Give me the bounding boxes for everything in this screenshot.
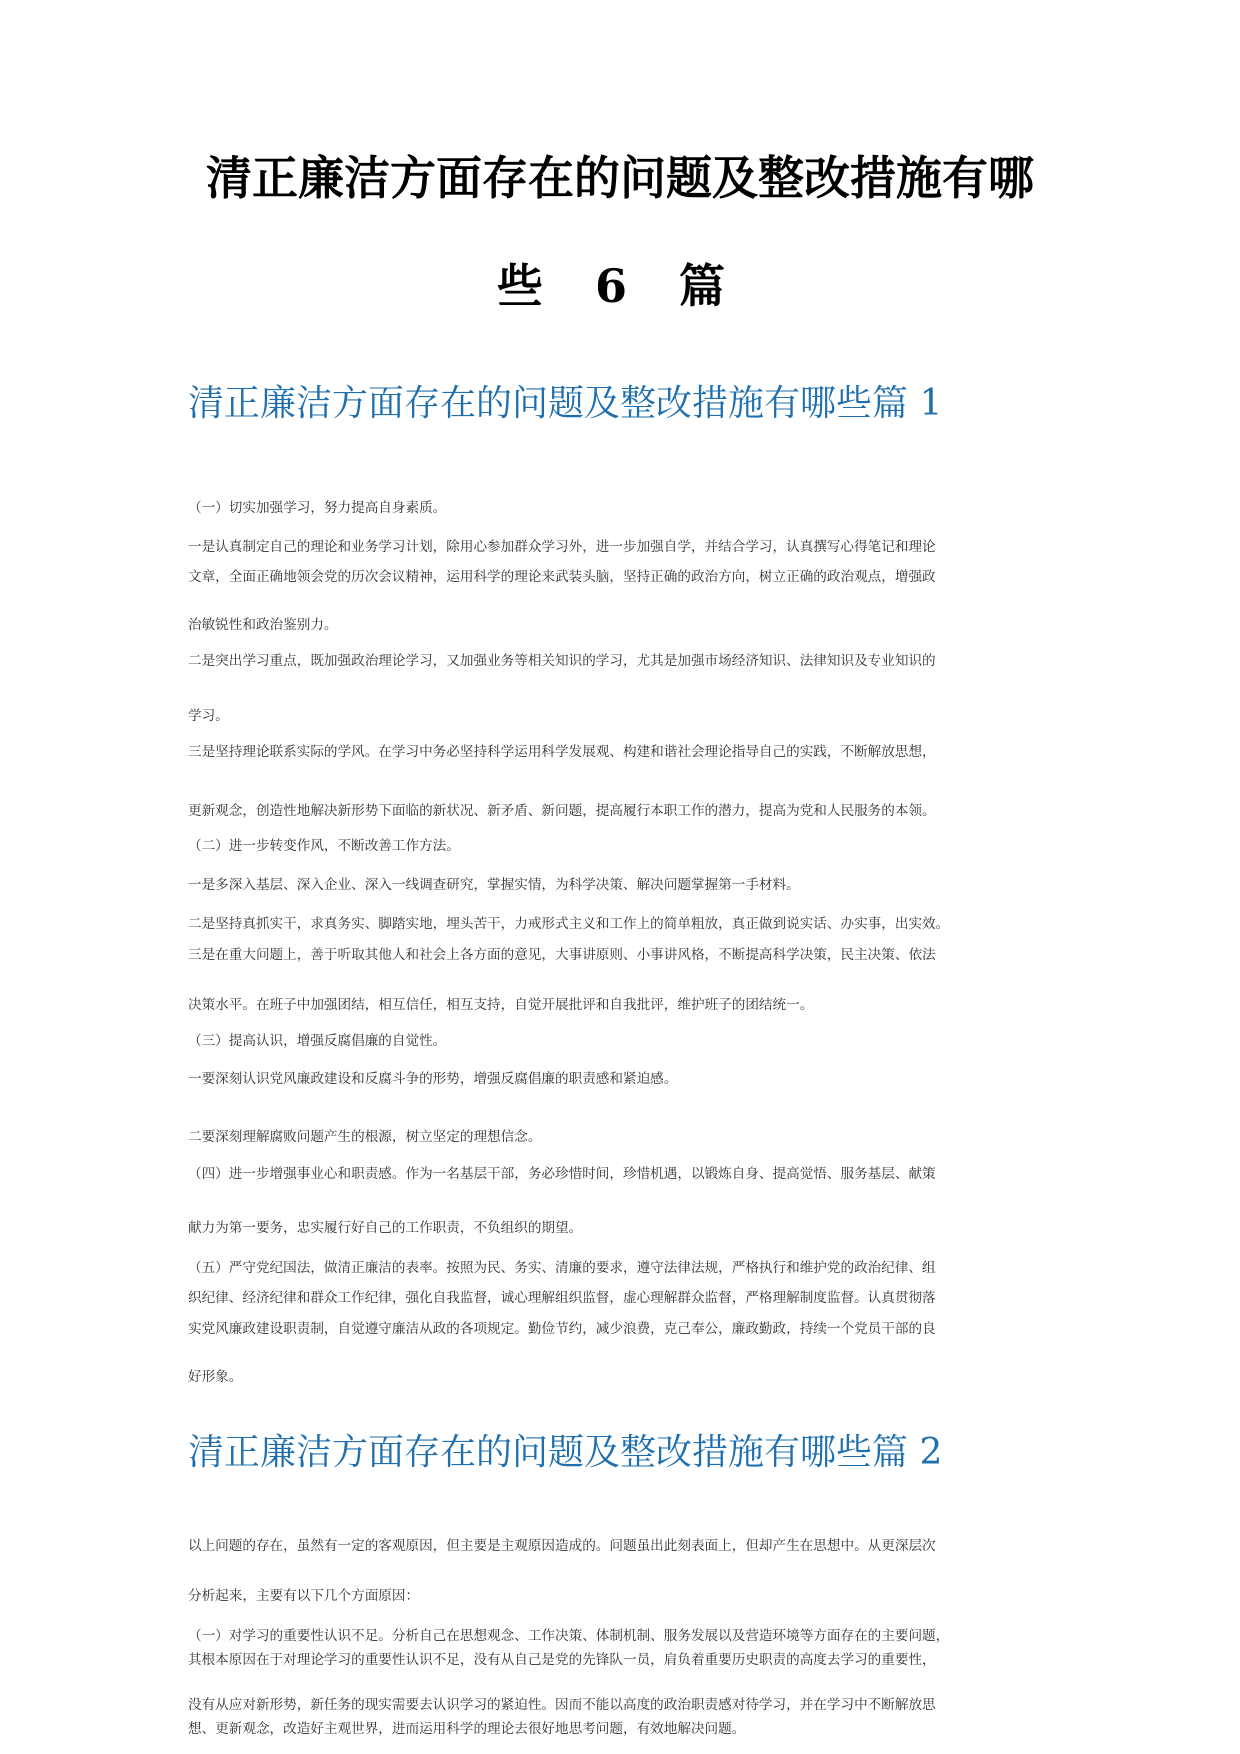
paragraph-line: 分析起来，主要有以下几个方面原因：	[188, 1588, 420, 1604]
section-1-heading: 清正廉洁方面存在的问题及整改措施有哪些篇 1	[188, 383, 943, 424]
paragraph-line: 没有从应对新形势，新任务的现实需要去认识学习的紧迫性。因而不能以高度的政治职责感对待学习，并在学习中不断解放思	[188, 1697, 936, 1713]
paragraph-line: 学习。	[188, 708, 229, 724]
paragraph-line: 实党风廉政建设职责制，自觉遵守廉洁从政的各项规定。勤俭节约，减少浪费，克己奉公，廉政勤政，持续一个党员干部的良	[188, 1321, 936, 1337]
paragraph-line: 文章，全面正确地领会党的历次会议精神，运用科学的理论来武装头脑，坚持正确的政治方向，树立正确的政治观点，增强政	[188, 569, 936, 585]
paragraph-line: （三）提高认识，增强反腐倡廉的自觉性。	[188, 1033, 447, 1049]
paragraph-line: 想、更新观念，改造好主观世界，进而运用科学的理论去很好地思考问题，有效地解决问题。	[188, 1721, 746, 1737]
document-title-line-1: 清正廉洁方面存在的问题及整改措施有哪	[206, 151, 1034, 205]
paragraph-line: 二要深刻理解腐败问题产生的根源，树立坚定的理想信念。	[188, 1129, 542, 1145]
paragraph-line: 治敏锐性和政治鉴别力。	[188, 617, 338, 633]
paragraph-line: （四）进一步增强事业心和职责感。作为一名基层干部，务必珍惜时间，珍惜机遇，以锻炼自身、提高觉悟、服务基层、献策	[188, 1166, 936, 1182]
paragraph-line: 献力为第一要务，忠实履行好自己的工作职责，不负组织的期望。	[188, 1220, 583, 1236]
paragraph-line: （一）切实加强学习，努力提高自身素质。	[188, 500, 447, 516]
section-2-heading: 清正廉洁方面存在的问题及整改措施有哪些篇 2	[188, 1432, 943, 1473]
paragraph-line: 三是坚持理论联系实际的学风。在学习中务必坚持科学运用科学发展观、构建和谐社会理论指导自己的实践，不断解放思想，	[188, 744, 936, 760]
paragraph-line: 织纪律、经济纪律和群众工作纪律，强化自我监督，诚心理解组织监督，虚心理解群众监督，严格理解制度监督。认真贯彻落	[188, 1290, 936, 1306]
paragraph-line: （二）进一步转变作风，不断改善工作方法。	[188, 838, 460, 854]
paragraph-line: 一是多深入基层、深入企业、深入一线调查研究，掌握实情，为科学决策、解决问题掌握第一手材料。	[188, 877, 800, 893]
paragraph-line: 二是坚持真抓实干，求真务实、脚踏实地，埋头苦干，力戒形式主义和工作上的简单粗放，真正做到说实话、办实事，出实效。	[188, 916, 950, 932]
paragraph-line: 决策水平。在班子中加强团结，相互信任，相互支持，自觉开展批评和自我批评，维护班子的团结统一。	[188, 997, 814, 1013]
paragraph-line: 好形象。	[188, 1369, 243, 1385]
paragraph-line: （一）对学习的重要性认识不足。分析自己在思想观念、工作决策、体制机制、服务发展以及营造环境等方面存在的主要问题，	[188, 1628, 950, 1644]
paragraph-line: 一是认真制定自己的理论和业务学习计划，除用心参加群众学习外，进一步加强自学，并结合学习，认真撰写心得笔记和理论	[188, 539, 936, 555]
paragraph-line: 三是在重大问题上，善于听取其他人和社会上各方面的意见，大事讲原则、小事讲风格，不断提高科学决策，民主决策、依法	[188, 947, 936, 963]
document-title-line-2: 些 6 篇	[496, 259, 744, 313]
paragraph-line: 二是突出学习重点，既加强政治理论学习，又加强业务等相关知识的学习，尤其是加强市场经济知识、法律知识及专业知识的	[188, 653, 936, 669]
paragraph-line: 更新观念，创造性地解决新形势下面临的新状况、新矛盾、新问题，提高履行本职工作的潜力，提高为党和人民服务的本领。	[188, 803, 936, 819]
paragraph-line: 其根本原因在于对理论学习的重要性认识不足，没有从自己是党的先锋队一员，肩负着重要历史职责的高度去学习的重要性，	[188, 1652, 936, 1668]
paragraph-line: 以上问题的存在，虽然有一定的客观原因，但主要是主观原因造成的。问题虽出此刻表面上，但却产生在思想中。从更深层次	[188, 1538, 936, 1554]
paragraph-line: （五）严守党纪国法，做清正廉洁的表率。按照为民、务实、清廉的要求，遵守法律法规，严格执行和维护党的政治纪律、组	[188, 1260, 936, 1276]
paragraph-line: 一要深刻认识党风廉政建设和反腐斗争的形势，增强反腐倡廉的职责感和紧迫感。	[188, 1071, 678, 1087]
